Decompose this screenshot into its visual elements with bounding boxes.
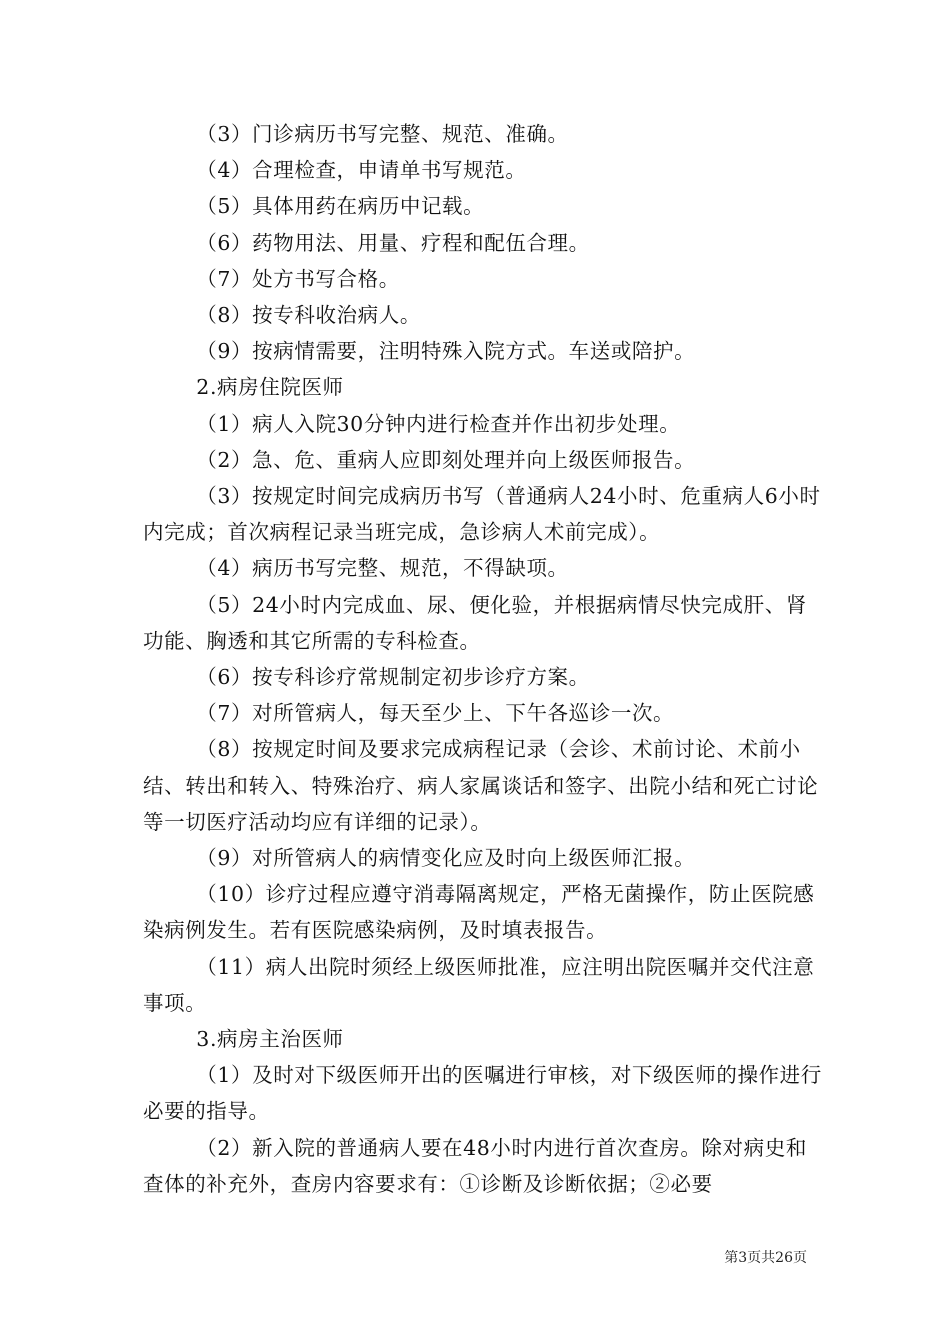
paragraph: （5）24小时内完成血、尿、便化验，并根据病情尽快完成肝、肾功能、胸透和其它所需的专科检查。 — [143, 592, 807, 653]
paragraph: （1）病人入院30分钟内进行检查并作出初步处理。 — [196, 411, 681, 436]
section-heading: 3.病房主治医师 — [196, 1027, 344, 1052]
document-body — [143, 116, 823, 1202]
paragraph: （7）处方书写合格。 — [196, 266, 400, 291]
paragraph: （3）按规定时间完成病历书写（普通病人24小时、危重病人6小时内完成；首次病程记录当班完成，急诊病人术前完成）。 — [143, 484, 821, 545]
paragraph: （8）按专科收治病人。 — [196, 303, 421, 328]
paragraph: （4）病历书写完整、规范，不得缺项。 — [196, 556, 569, 581]
paragraph: （2）新入院的普通病人要在48小时内进行首次查房。除对病史和查体的补充外，查房内容要求有：①诊断及诊断依据；②必要 — [143, 1135, 807, 1196]
paragraph: （10）诊疗过程应遵守消毒隔离规定，严格无菌操作，防止医院感染病例发生。若有医院感染病例，及时填表报告。 — [143, 882, 815, 943]
paragraph: （11）病人出院时须经上级医师批准，应注明出院医嘱并交代注意事项。 — [143, 954, 815, 1015]
paragraph: （9）按病情需要，注明特殊入院方式。车送或陪护。 — [196, 339, 696, 364]
paragraph: （7）对所管病人，每天至少上、下午各巡诊一次。 — [196, 701, 675, 726]
page-number: 第3页共26页 — [724, 1250, 807, 1266]
section-heading: 2.病房住院医师 — [196, 375, 344, 400]
paragraph: （6）按专科诊疗常规制定初步诊疗方案。 — [196, 665, 590, 690]
paragraph: （2）急、危、重病人应即刻处理并向上级医师报告。 — [196, 447, 696, 472]
paragraph: （5）具体用药在病历中记载。 — [196, 194, 485, 219]
paragraph: （8）按规定时间及要求完成病程记录（会诊、术前讨论、术前小结、转出和转入、特殊治疗、病人家属谈话和签字、出院小结和死亡讨论等一切医疗活动均应有详细的记录）。 — [143, 737, 819, 834]
paragraph: （1）及时对下级医师开出的医嘱进行审核，对下级医师的操作进行必要的指导。 — [143, 1063, 822, 1124]
paragraph: （6）药物用法、用量、疗程和配伍合理。 — [196, 230, 590, 255]
paragraph: （3）门诊病历书写完整、规范、准确。 — [196, 122, 569, 146]
paragraph: （4）合理检查，申请单书写规范。 — [196, 158, 527, 183]
paragraph: （9）对所管病人的病情变化应及时向上级医师汇报。 — [196, 846, 696, 871]
